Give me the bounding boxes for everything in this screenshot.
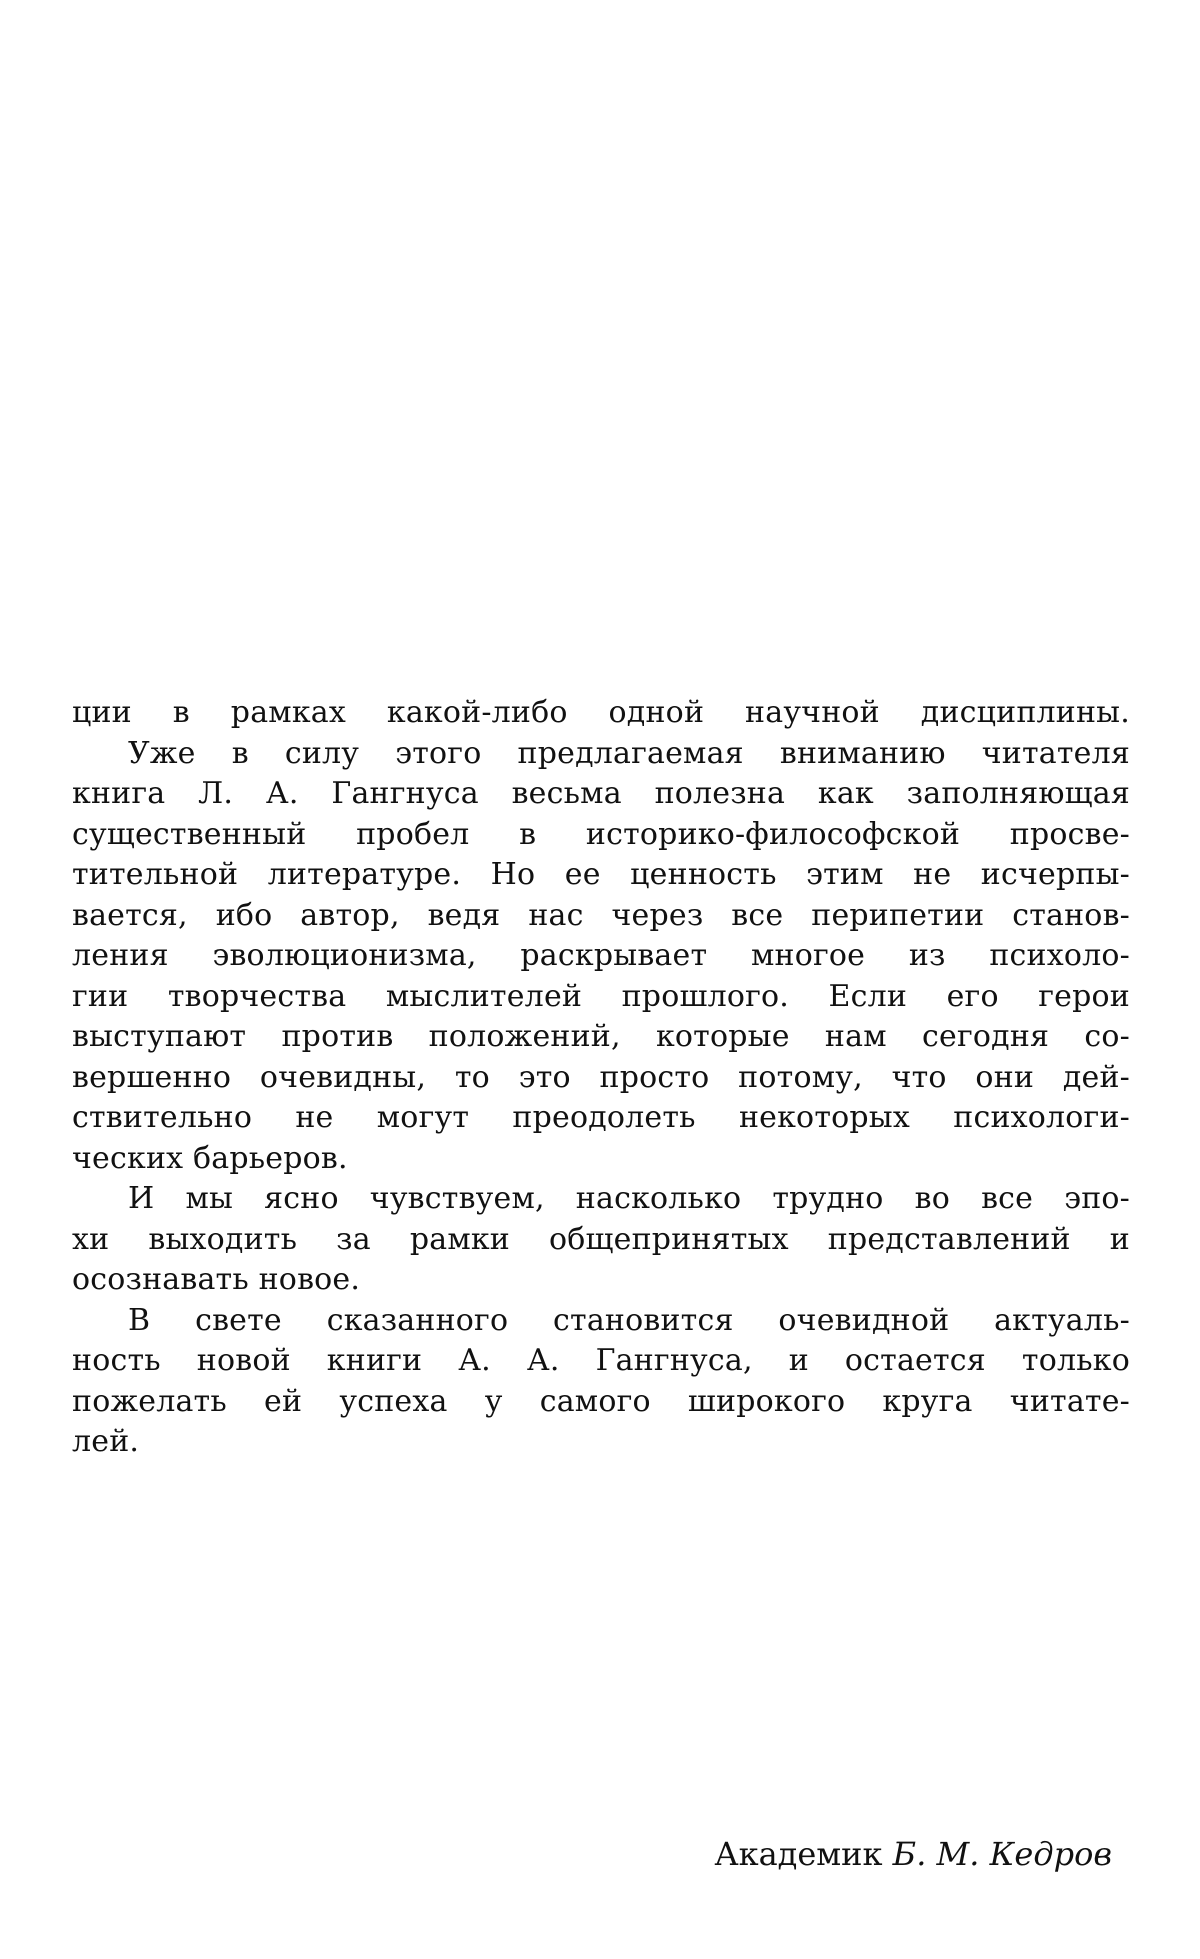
body-text	[72, 693, 1130, 1463]
author-signature	[714, 1834, 1112, 1874]
text-line: пожелать ей успеха у самого широкого круга читате-	[72, 1383, 1130, 1419]
text-line: ции в рамках какой-либо одной научной дисциплины.	[72, 695, 1130, 730]
text-line: хи выходить за рамки общепринятых представлений и	[72, 1221, 1130, 1257]
text-line: вершенно очевидны, то это просто потому, что они дей-	[72, 1059, 1130, 1095]
text-line: книга Л. А. Гангнуса весьма полезна как заполняющая	[72, 776, 1130, 811]
text-line: лей.	[72, 1424, 140, 1459]
text-line: ность новой книги А. А. Гангнуса, и остается только	[72, 1343, 1130, 1378]
text-line: ческих барьеров.	[72, 1140, 348, 1176]
text-line: ствительно не могут преодолеть некоторых психологи-	[72, 1100, 1130, 1135]
text-line: ления эволюционизма, раскрывает многое из психоло-	[72, 938, 1130, 973]
text-line: существенный пробел в историко-философской просве-	[72, 816, 1130, 852]
text-line: тительной литературе. Но ее ценность этим не исчерпы-	[72, 857, 1130, 892]
text-line: В свете сказанного становится очевидной актуаль-	[128, 1302, 1130, 1338]
signature-name: Б. М. Кедров	[892, 1835, 1112, 1873]
text-line: осознавать новое.	[72, 1262, 361, 1297]
text-line: И мы ясно чувствуем, насколько трудно во все эпо-	[128, 1181, 1130, 1216]
text-line: выступают против положений, которые нам сегодня со-	[72, 1019, 1130, 1054]
signature-role: Академик	[714, 1835, 893, 1873]
text-line: Уже в силу этого предлагаемая вниманию читателя	[128, 735, 1130, 771]
text-line: вается, ибо автор, ведя нас через все перипетии станов-	[72, 897, 1130, 933]
text-line: гии творчества мыслителей прошлого. Если его герои	[72, 978, 1130, 1014]
